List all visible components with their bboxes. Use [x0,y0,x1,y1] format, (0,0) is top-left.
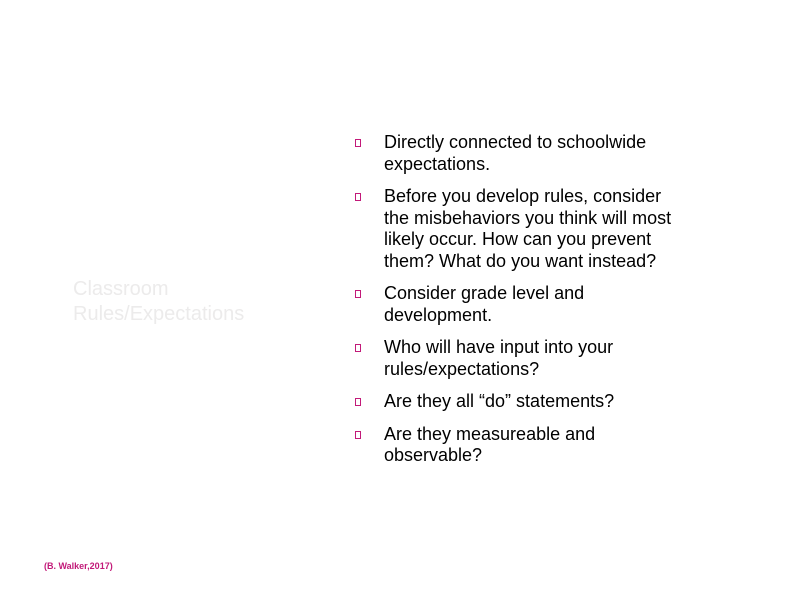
bullet-text-line: the misbehaviors you think will most [384,207,672,228]
bullet-text-line: expectations. [384,153,491,174]
bullet-item [355,132,700,175]
bullet-text-line: them? What do you want instead? [384,250,657,271]
slide-title-line: Rules/Expectations [73,303,245,325]
bullet-text-line: Consider grade level and [384,283,585,303]
bullet-text-line: Directly connected to schoolwide [384,132,647,152]
bullet-text-line: rules/expectations? [384,358,540,379]
bullet-text-line: Are they all “do” statements? [384,391,615,411]
bullet-text-line: likely occur. How can you prevent [384,229,652,249]
hollow-square-bullet-icon [355,398,361,406]
bullet-item [355,424,700,467]
citation: (B. Walker,2017) [44,561,113,571]
hollow-square-bullet-icon [355,344,361,352]
slide-title-line: Classroom [73,278,169,300]
bullet-list [355,132,700,467]
bullet-item [355,391,700,413]
hollow-square-bullet-icon [355,139,361,147]
bullet-text-line: development. [384,304,493,325]
bullet-text-line: Are they measureable and [384,423,596,444]
bullet-item [355,337,700,380]
hollow-square-bullet-icon [355,290,361,298]
bullet-item [355,283,700,326]
hollow-square-bullet-icon [355,431,361,439]
bullet-text-line: Who will have input into your [384,337,614,357]
bullet-text-line: observable? [384,445,483,465]
hollow-square-bullet-icon [355,193,361,201]
bullet-text-line: Before you develop rules, consider [384,186,662,206]
slide-title [73,277,313,327]
bullet-item [355,186,700,272]
